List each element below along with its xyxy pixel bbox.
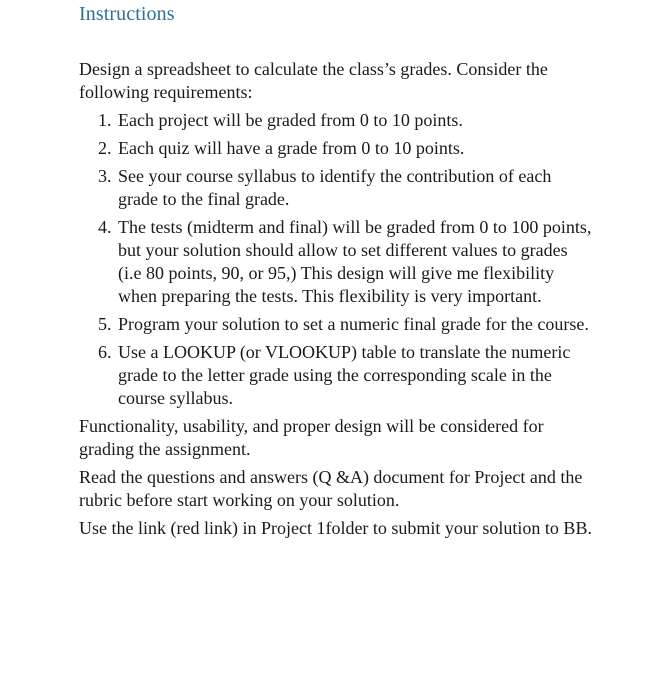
requirement-item [79, 165, 594, 211]
submission-note: Use the link (red link) in Project 1folder to submit your solution to BB. [79, 518, 592, 538]
instructions-body [79, 58, 594, 545]
requirement-text: Each quiz will have a grade from 0 to 10 points. [118, 138, 465, 158]
requirement-number: 2. [98, 138, 112, 158]
requirement-text: Each project will be graded from 0 to 10 points. [118, 110, 463, 130]
section-heading: Instructions [79, 3, 175, 25]
qa-note: Read the questions and answers (Q &A) document for Project and the rubric before start working on your solution. [79, 467, 583, 510]
requirement-number: 5. [98, 314, 112, 334]
requirement-text: Program your solution to set a numeric final grade for the course. [118, 314, 589, 334]
grading-note: Functionality, usability, and proper design will be considered for grading the assignment. [79, 416, 544, 459]
requirement-item [79, 313, 594, 336]
requirement-text: See your course syllabus to identify the contribution of each grade to the final grade. [118, 166, 552, 209]
requirement-number: 1. [98, 110, 112, 130]
requirement-text: The tests (midterm and final) will be graded from 0 to 100 points, but your solution should allow to set different values to grades (i.e 80 points, 90, or 95,) This design will give me flexibility when preparing the tests. This flexibility is very important. [118, 217, 592, 306]
requirement-item [79, 341, 594, 410]
requirement-number: 4. [98, 217, 112, 237]
requirement-text: Use a LOOKUP (or VLOOKUP) table to translate the numeric grade to the letter grade using the corresponding scale in the course syllabus. [118, 342, 571, 408]
intro-paragraph: Design a spreadsheet to calculate the class’s grades. Consider the following requirements: [79, 59, 548, 102]
requirement-item [79, 109, 594, 132]
requirement-number: 3. [98, 166, 112, 186]
requirement-number: 6. [98, 342, 112, 362]
requirement-item [79, 216, 594, 308]
requirement-item [79, 137, 594, 160]
requirements-list [79, 109, 594, 410]
